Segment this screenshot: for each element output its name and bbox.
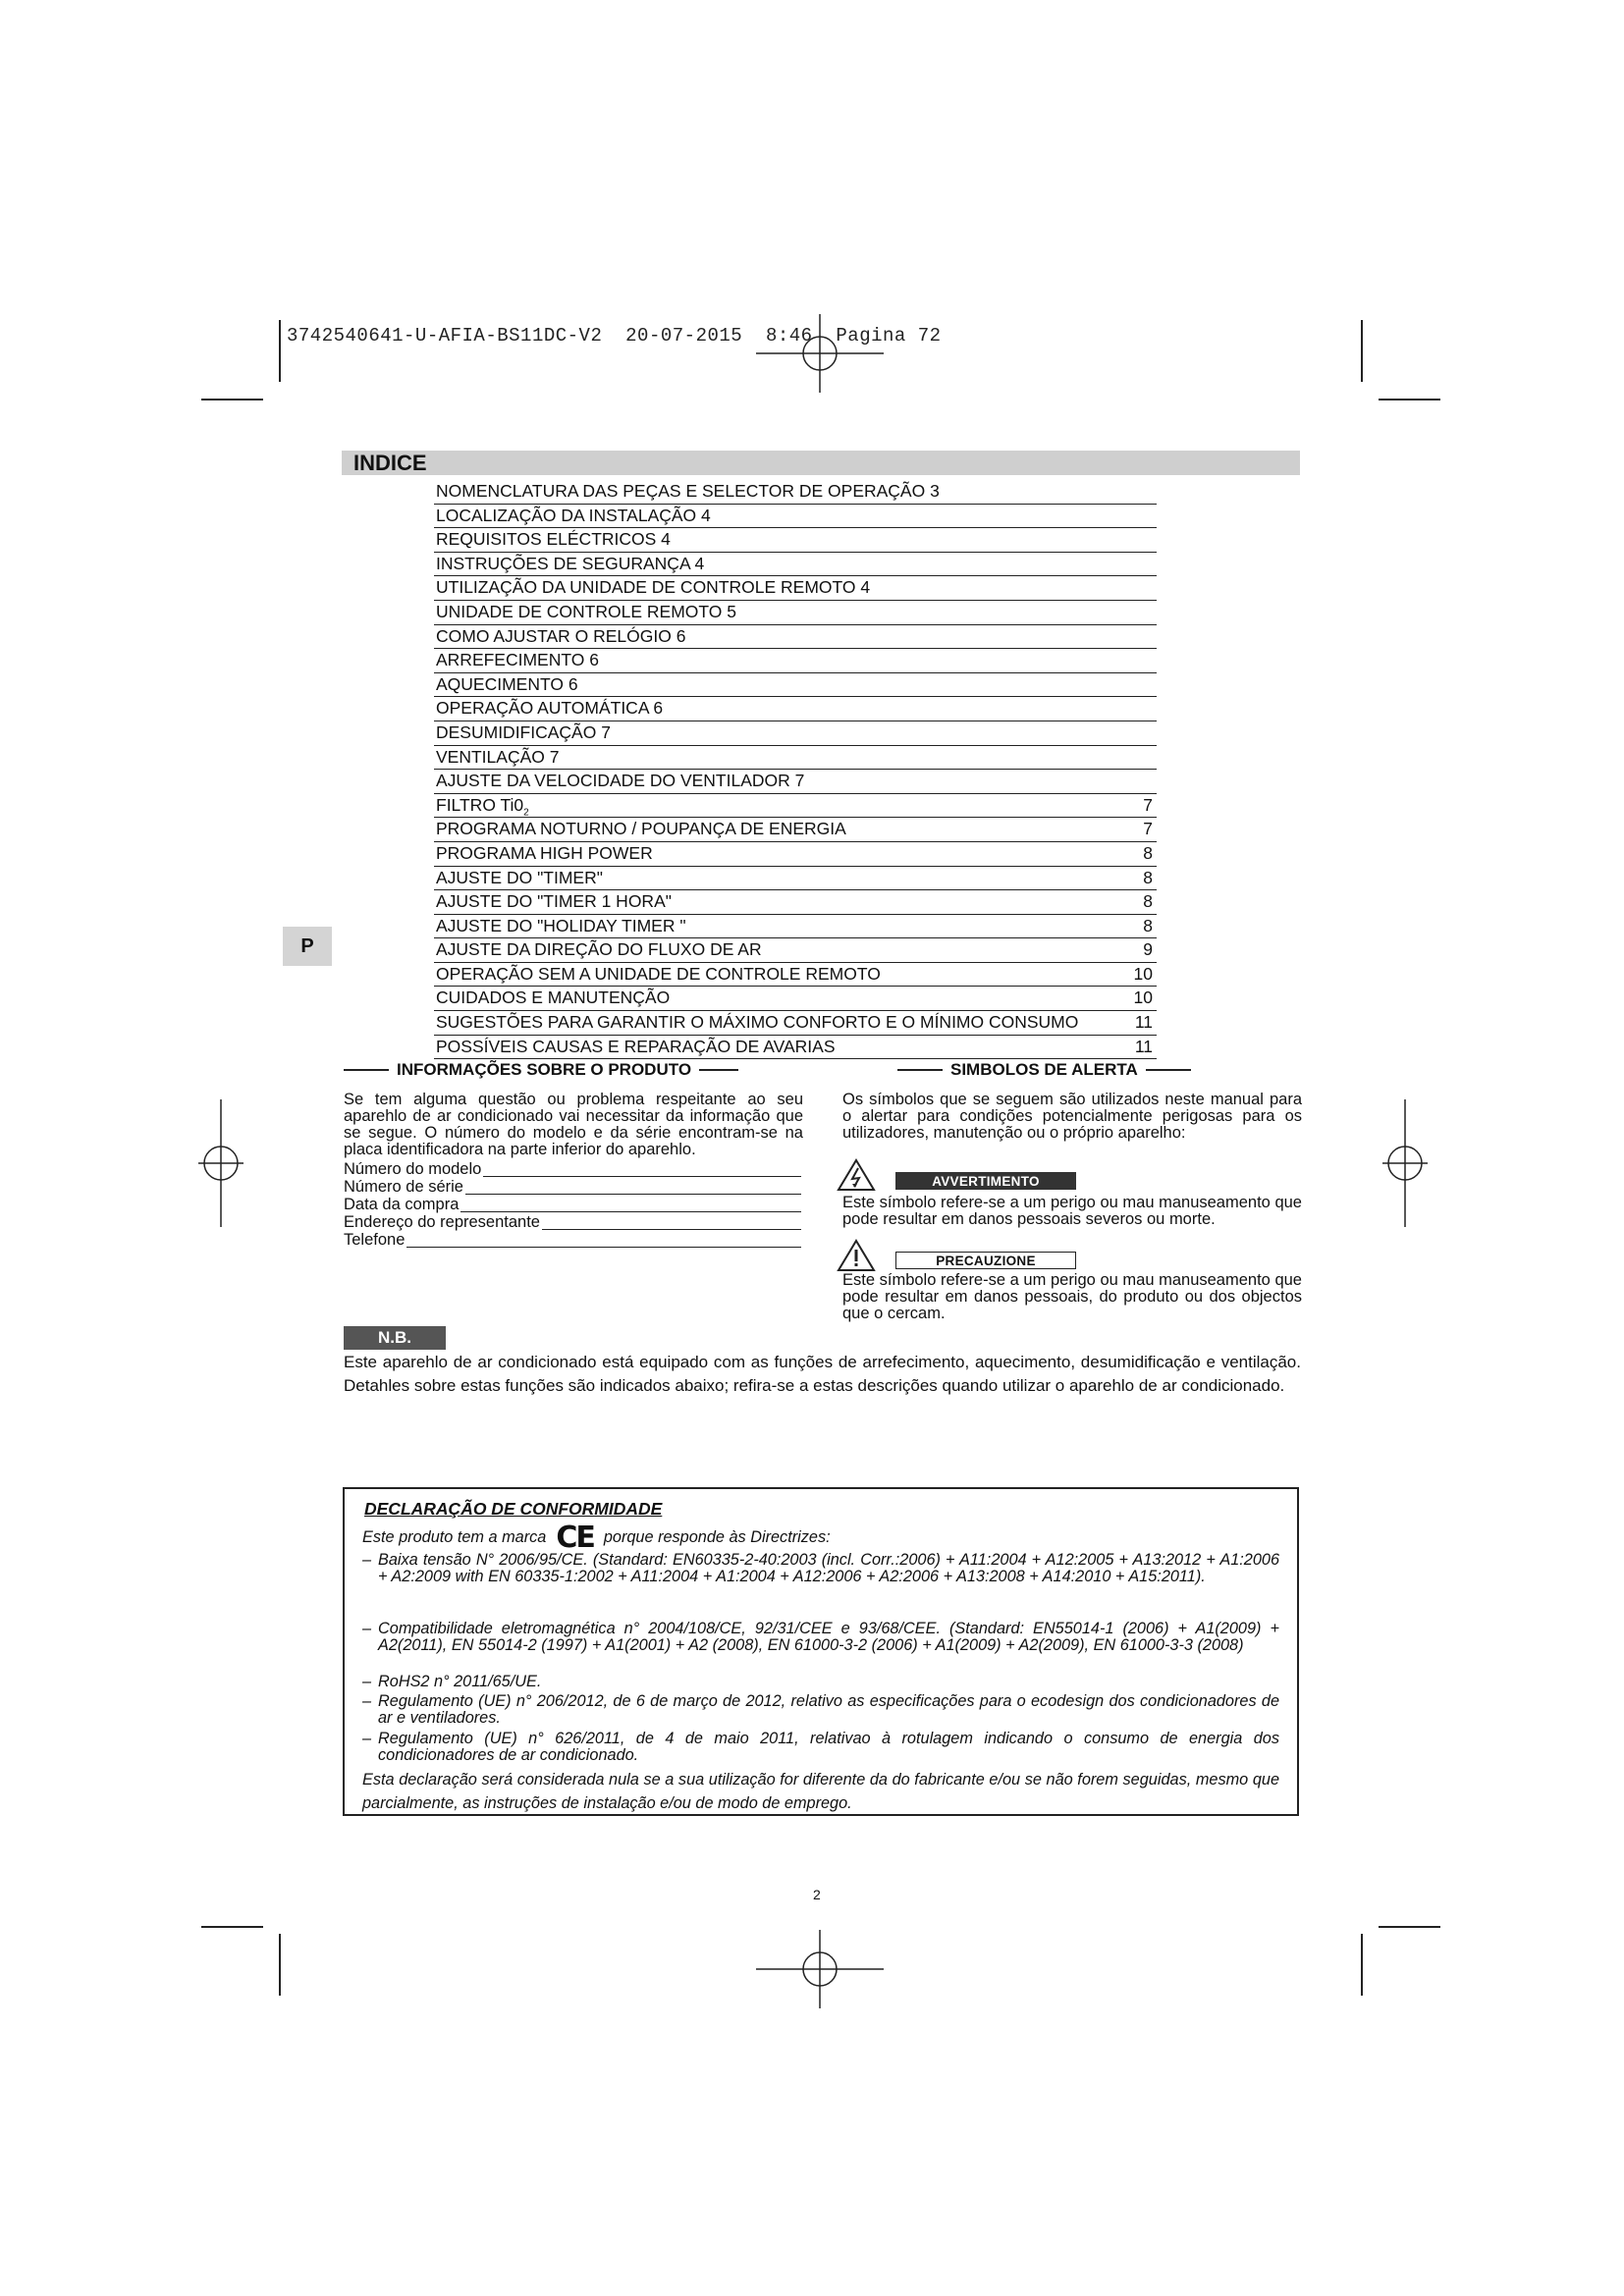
product-info-heading [344, 1060, 766, 1080]
toc-entry-title [436, 1011, 1078, 1034]
declaration-intro-after: porque responde às Directrizes: [603, 1528, 831, 1547]
declaration-intro [362, 1521, 1275, 1555]
toc-entry[interactable] [434, 794, 1157, 819]
declaration-item-text: Regulamento (UE) n° 206/2012, de 6 de março de 2012, relativo as especificações para o ecodesign dos condicionadores de ar e ventiladores. [378, 1692, 1279, 1728]
field-model-number[interactable] [344, 1161, 801, 1179]
ce-mark: CE [556, 1521, 594, 1555]
declaration-item-text: Compatibilidade eletromagnética n° 2004/108/CE, 92/31/CEE e 93/68/CEE. (Standard: EN55014-1 (2006) + A1(2009) + A2(2011), EN 55014-2 (1997) + A1(2001) + A2 (2008), EN 61000-3-2 (2006) + A1(2009) + A2(2009), EN 61000-3-3 (2008) [378, 1620, 1279, 1655]
toc-entry-title-text: UNIDADE DE CONTROLE REMOTO 5 [436, 601, 736, 621]
indice-banner [342, 451, 1300, 475]
language-tab: P [283, 927, 332, 966]
toc-entry-title [436, 528, 671, 551]
toc-entry-title [436, 867, 603, 889]
electric-hazard-icon [837, 1158, 876, 1192]
item-dash: – [362, 1620, 372, 1637]
field-telephone[interactable] [344, 1232, 801, 1250]
toc-entry-title [436, 818, 846, 840]
toc-entry-title-text: AJUSTE DA DIREÇÃO DO FLUXO DE AR [436, 939, 762, 960]
toc-entry[interactable] [434, 721, 1157, 746]
toc-entry-page: 8 [1143, 842, 1153, 863]
toc-entry-title [436, 505, 711, 527]
item-dash: – [362, 1551, 372, 1569]
toc-entry[interactable] [434, 553, 1157, 577]
indice-title: INDICE [353, 451, 427, 475]
toc-entry-title-text: NOMENCLATURA DAS PEÇAS E SELECTOR DE OPERAÇÃO 3 [436, 481, 940, 501]
toc-entry-title-text: PROGRAMA HIGH POWER [436, 842, 653, 863]
declaration-item [362, 1731, 1279, 1765]
toc-entry-title [436, 553, 704, 575]
toc-entry-title-text: AJUSTE DO "TIMER 1 HORA" [436, 891, 672, 912]
toc-entry-title [436, 770, 804, 792]
caution-label: PRECAUZIONE [895, 1252, 1076, 1269]
toc-entry-page: 9 [1143, 939, 1153, 960]
warning-text: Este símbolo refere-se a um perigo ou mau manuseamento que pode resultar em danos pessoais severos ou morte. [842, 1194, 1302, 1228]
toc-entry-title-text: ARREFECIMENTO 6 [436, 650, 599, 670]
toc-entry[interactable] [434, 867, 1157, 891]
toc-entry[interactable] [434, 963, 1157, 988]
field-label: Número do modelo [344, 1160, 482, 1178]
declaration-item [362, 1621, 1279, 1655]
toc-entry-title [436, 746, 559, 769]
toc-entry-title [436, 890, 672, 913]
toc-entry-title-text: VENTILAÇÃO 7 [436, 746, 560, 767]
item-dash: – [362, 1692, 372, 1710]
toc-entry-title-text: AJUSTE DO "TIMER" [436, 867, 603, 887]
alert-symbols-intro: Os símbolos que se seguem são utilizados neste manual para o alertar para condições potencialmente perigosas para os utilizadores, manutenção ou o próprio aparelho: [842, 1091, 1302, 1142]
toc-entry[interactable] [434, 480, 1157, 505]
toc-entry[interactable] [434, 528, 1157, 553]
toc-entry-title [436, 721, 611, 744]
declaration-item-text: Baixa tensão N° 2006/95/CE. (Standard: EN60335-2-40:2003 (incl. Corr.:2006) + A11:2004 + A12:2005 + A13:2012 + A1:2006 + A2:2009 with EN 60335-1:2002 + A11:2004 + A1:2004 + A12:2006 + A2:2006 + A13:2008 + A14:2010 + A15:2011). [378, 1551, 1279, 1586]
toc-entry[interactable] [434, 987, 1157, 1011]
toc-entry-title-text: FILTRO Ti0 [436, 794, 524, 815]
toc-entry[interactable] [434, 890, 1157, 915]
declaration-intro-before: Este produto tem a marca [362, 1528, 547, 1547]
page-number: 2 [813, 1887, 821, 1902]
field-rule [344, 1247, 801, 1248]
heading-rule [897, 1069, 943, 1071]
toc-entry[interactable] [434, 915, 1157, 939]
toc-entry-title-text: UTILIZAÇÃO DA UNIDADE DE CONTROLE REMOTO 4 [436, 577, 871, 598]
toc-entry[interactable] [434, 649, 1157, 673]
toc-entry[interactable] [434, 673, 1157, 698]
toc-entry-title [436, 842, 653, 865]
toc-entry-title-text: AJUSTE DO "HOLIDAY TIMER " [436, 915, 686, 935]
toc-entry-title-text: AQUECIMENTO 6 [436, 673, 578, 694]
toc-entry-title [436, 938, 762, 961]
toc-entry-title-text: OPERAÇÃO AUTOMÁTICA 6 [436, 698, 664, 719]
toc-entry-page: 8 [1143, 915, 1153, 935]
toc-entry-page: 10 [1133, 988, 1153, 1008]
toc-entry-title [436, 987, 670, 1009]
declaration-closing: Esta declaração será considerada nula se a sua utilização for diferente da do fabricante e/ou se não forem seguidas, mesmo que parcialmente, as instruções de instalação e/ou de modo de emprego. [362, 1771, 1279, 1812]
field-purchase-date[interactable] [344, 1197, 801, 1214]
toc-entry-title-text: INSTRUÇÕES DE SEGURANÇA 4 [436, 553, 705, 573]
declaration-item-text: RoHS2 n° 2011/65/UE. [378, 1673, 542, 1690]
item-dash: – [362, 1673, 372, 1690]
toc-entry-page: 10 [1133, 963, 1153, 984]
warning-label: AVVERTIMENTO [895, 1172, 1076, 1190]
declaration-item [362, 1693, 1279, 1728]
print-header: 3742540641-U-AFIA-BS11DC-V2 20-07-2015 8:46 Pagina 72 [287, 325, 942, 347]
toc-entry-title [436, 673, 578, 696]
toc-entry[interactable] [434, 770, 1157, 794]
item-dash: – [362, 1730, 372, 1747]
toc-entry[interactable] [434, 625, 1157, 650]
toc-entry[interactable] [434, 842, 1157, 867]
toc-entry-title-text: PROGRAMA NOTURNO / POUPANÇA DE ENERGIA [436, 819, 846, 839]
toc-entry[interactable] [434, 1011, 1157, 1036]
toc-entry-title [436, 649, 599, 671]
toc-entry-title-text: OPERAÇÃO SEM A UNIDADE DE CONTROLE REMOTO [436, 963, 881, 984]
toc-entry[interactable] [434, 601, 1157, 625]
toc-entry-subscript: 2 [523, 807, 529, 819]
heading-rule [699, 1069, 738, 1071]
heading-rule [344, 1069, 389, 1071]
toc-entry-title [436, 963, 881, 986]
declaration-title: DECLARAÇÃO DE CONFORMIDADE [364, 1499, 663, 1519]
toc-entry[interactable] [434, 1036, 1157, 1060]
toc-entry-title [436, 480, 940, 503]
caution-text: Este símbolo refere-se a um perigo ou mau manuseamento que pode resultar em danos pessoais, do produto ou dos objectos que o cercam. [842, 1271, 1302, 1322]
field-serial-number[interactable] [344, 1179, 801, 1197]
toc-entry-title [436, 1036, 836, 1058]
toc-entry-title-text: LOCALIZAÇÃO DA INSTALAÇÃO 4 [436, 505, 711, 525]
toc-entry-title-text: REQUISITOS ELÉCTRICOS 4 [436, 529, 671, 550]
toc-entry-title [436, 576, 870, 599]
toc-entry[interactable] [434, 938, 1157, 963]
declaration-item [362, 1674, 1279, 1690]
declaration-box [343, 1487, 1299, 1816]
toc-entry-title-text: CUIDADOS E MANUTENÇÃO [436, 988, 671, 1008]
toc-entry[interactable] [434, 746, 1157, 771]
toc-entry[interactable] [434, 576, 1157, 601]
toc-entry-title [436, 915, 686, 937]
nb-text: Este aparehlo de ar condicionado está equipado com as funções de arrefecimento, aquecimento, desumidificação e ventilação. Detahles sobre estas funções são indicados abaixo; refira-se a estas descrições quando utilizar o aparehlo de ar condicionado. [344, 1353, 1301, 1395]
product-info-heading-text: INFORMAÇÕES SOBRE O PRODUTO [397, 1060, 692, 1079]
field-label: Endereço do representante [344, 1213, 540, 1231]
registration-mark-left [198, 1099, 244, 1227]
toc-entry-page: 8 [1143, 891, 1153, 912]
toc-entry-page: 7 [1143, 794, 1153, 815]
field-label: Telefone [344, 1231, 406, 1249]
toc-entry-page: 11 [1134, 1012, 1153, 1033]
table-of-contents [434, 480, 1157, 1059]
exclamation-triangle-icon [837, 1239, 876, 1272]
toc-entry[interactable] [434, 505, 1157, 529]
toc-entry-title-text: POSSÍVEIS CAUSAS E REPARAÇÃO DE AVARIAS [436, 1036, 836, 1056]
field-label: Número de série [344, 1178, 463, 1196]
toc-entry-title-text: AJUSTE DA VELOCIDADE DO VENTILADOR 7 [436, 771, 805, 791]
toc-entry-title [436, 625, 685, 648]
field-label: Data da compra [344, 1196, 460, 1213]
field-dealer-address[interactable] [344, 1214, 801, 1232]
toc-entry-title [436, 697, 663, 720]
declaration-item [362, 1552, 1279, 1586]
toc-entry-page: 8 [1143, 867, 1153, 887]
toc-entry-title-text: SUGESTÕES PARA GARANTIR O MÁXIMO CONFORTO E O MÍNIMO CONSUMO [436, 1012, 1079, 1033]
heading-rule [1146, 1069, 1191, 1071]
alert-symbols-heading [897, 1060, 1310, 1080]
nb-label: N.B. [344, 1326, 446, 1350]
toc-entry[interactable] [434, 697, 1157, 721]
registration-mark-right [1382, 1099, 1428, 1227]
registration-mark-bottom [756, 1930, 884, 2008]
toc-entry-page: 11 [1134, 1036, 1153, 1056]
alert-symbols-heading-text: SIMBOLOS DE ALERTA [950, 1060, 1138, 1079]
toc-entry-page: 7 [1143, 819, 1153, 839]
declaration-item-text: Regulamento (UE) n° 626/2011, de 4 de maio 2011, relativao à rotulagem indicando o consumo de energia dos condicionadores de ar condicionado. [378, 1730, 1279, 1765]
toc-entry-title-text: COMO AJUSTAR O RELÓGIO 6 [436, 625, 686, 646]
toc-entry[interactable] [434, 818, 1157, 842]
toc-entry-title [436, 601, 736, 623]
toc-entry-title-text: DESUMIDIFICAÇÃO 7 [436, 721, 611, 742]
product-info-text: Se tem alguma questão ou problema respeitante ao seu aparehlo de ar condicionado vai necessitar da informação que se segue. O número do modelo e da série encontram-se na placa identificadora na parte inferior do aparehlo. [344, 1091, 803, 1158]
